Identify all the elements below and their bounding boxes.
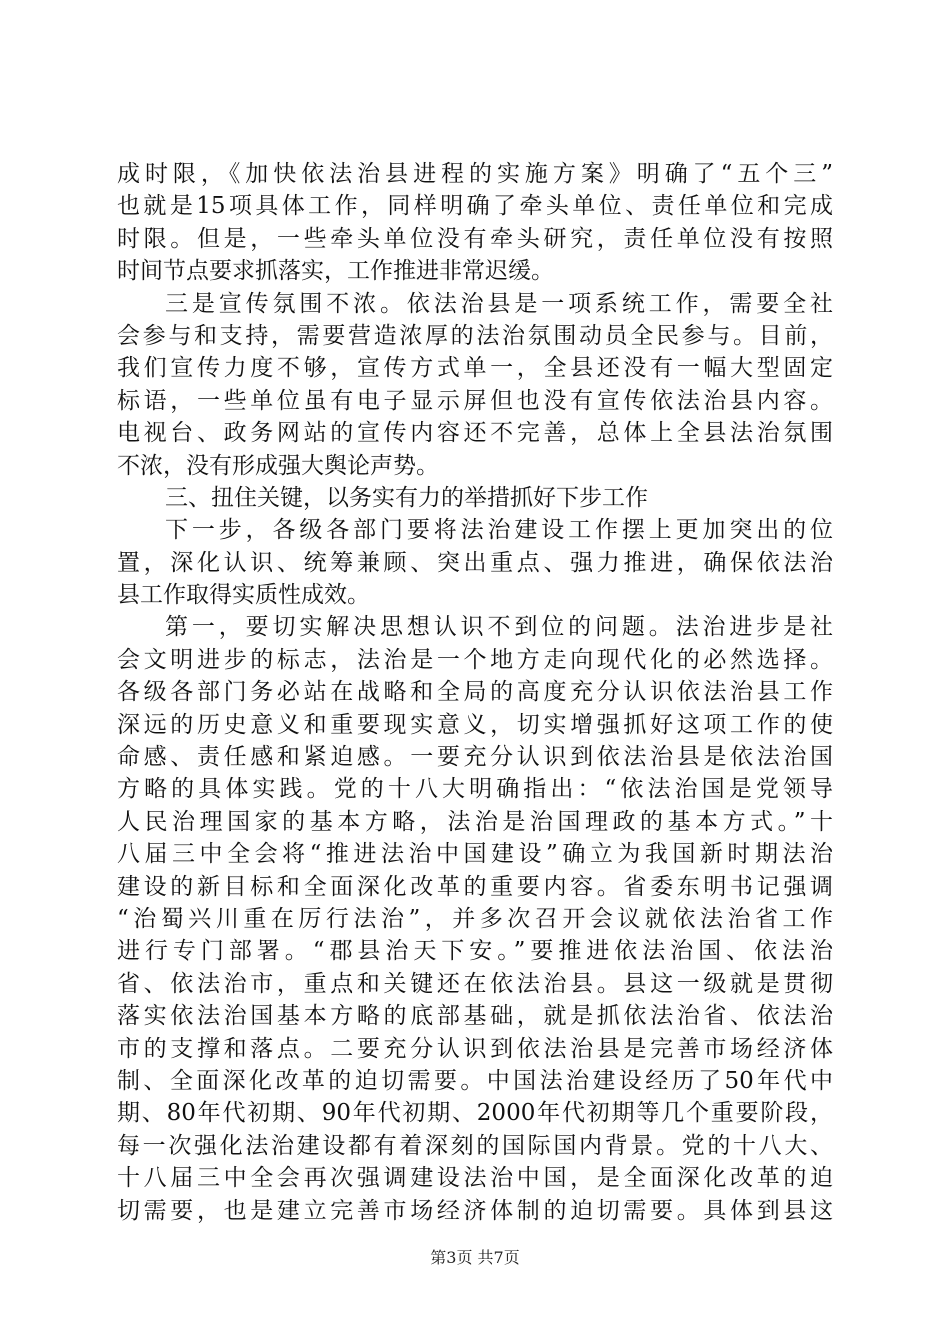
text-line: 制、全面深化改革的迫切需要。中国法治建设经历了50年代中: [117, 1067, 833, 1094]
text-line: 市的支撑和落点。二要充分认识到依法治县是完善市场经济体: [117, 1035, 833, 1062]
text-line: 建设的新目标和全面深化改革的重要内容。省委东明书记强调: [117, 873, 833, 900]
text-line: 切需要，也是建立完善市场经济体制的迫切需要。具体到县这: [117, 1197, 833, 1224]
text-line: 期、80年代初期、90年代初期、2000年代初期等几个重要阶段，: [117, 1100, 833, 1127]
text-line: 成时限，《加快依法治县进程的实施方案》明确了“五个三”: [117, 161, 833, 187]
text-line: 每一次强化法治建设都有着深刻的国际国内背景。党的十八大、: [117, 1132, 833, 1159]
text-line: 标语，一些单位虽有电子显示屏但也没有宣传依法治县内容。: [117, 387, 833, 414]
text-line: 进行专门部署。“郡县治天下安。”要推进依法治国、依法治: [117, 938, 833, 965]
text-line: “治蜀兴川重在厉行法治”，并多次召开会议就依法治省工作: [117, 905, 833, 932]
text-line: 电视台、政务网站的宣传内容还不完善，总体上全县法治氛围: [117, 420, 833, 447]
text-line: 会文明进步的标志，法治是一个地方走向现代化的必然选择。: [117, 646, 833, 673]
text-line: 十八届三中全会再次强调建设法治中国，是全面深化改革的迫: [117, 1165, 833, 1192]
page-number-footer: 第3页 共7页: [430, 1248, 520, 1267]
text-line: 命感、责任感和紧迫感。一要充分认识到依法治县是依法治国: [117, 744, 833, 771]
document-body: [117, 158, 833, 1227]
text-line: 方略的具体实践。党的十八大明确指出：“依法治国是党领导: [117, 776, 833, 803]
text-line: 下一步，各级各部门要将法治建设工作摆上更加突出的位: [165, 517, 833, 544]
text-line: 人民治理国家的基本方略，法治是治国理政的基本方式。”十: [117, 808, 833, 835]
text-line: 我们宣传力度不够，宣传方式单一，全县还没有一幅大型固定: [117, 355, 833, 382]
text-line: 八届三中全会将“推进法治中国建设”确立为我国新时期法治: [117, 841, 833, 868]
text-line: 时限。但是，一些牵头单位没有牵头研究，责任单位没有按照: [117, 225, 833, 252]
text-line: 三是宣传氛围不浓。依法治县是一项系统工作，需要全社: [165, 290, 833, 317]
text-line: 不浓，没有形成强大舆论声势。: [117, 452, 439, 479]
text-line: 县工作取得实质性成效。: [117, 582, 370, 609]
text-line: 时间节点要求抓落实，工作推进非常迟缓。: [117, 258, 554, 285]
text-line: 省、依法治市，重点和关键还在依法治县。县这一级就是贯彻: [117, 970, 833, 997]
text-line: 第一，要切实解决思想认识不到位的问题。法治进步是社: [165, 614, 833, 641]
text-line: 落实依法治国基本方略的底部基础，就是抓依法治省、依法治: [117, 1003, 833, 1030]
section-heading: 三、扭住关键，以务实有力的举措抓好下步工作: [165, 484, 648, 511]
text-line: 也就是15项具体工作，同样明确了牵头单位、责任单位和完成: [117, 193, 833, 220]
text-line: 深远的历史意义和重要现实意义，切实增强抓好这项工作的使: [117, 711, 833, 738]
text-line: 各级各部门务必站在战略和全局的高度充分认识依法治县工作: [117, 679, 833, 706]
text-line: 会参与和支持，需要营造浓厚的法治氛围动员全民参与。目前，: [117, 322, 833, 349]
text-line: 置，深化认识、统筹兼顾、突出重点、强力推进，确保依法治: [117, 549, 833, 576]
